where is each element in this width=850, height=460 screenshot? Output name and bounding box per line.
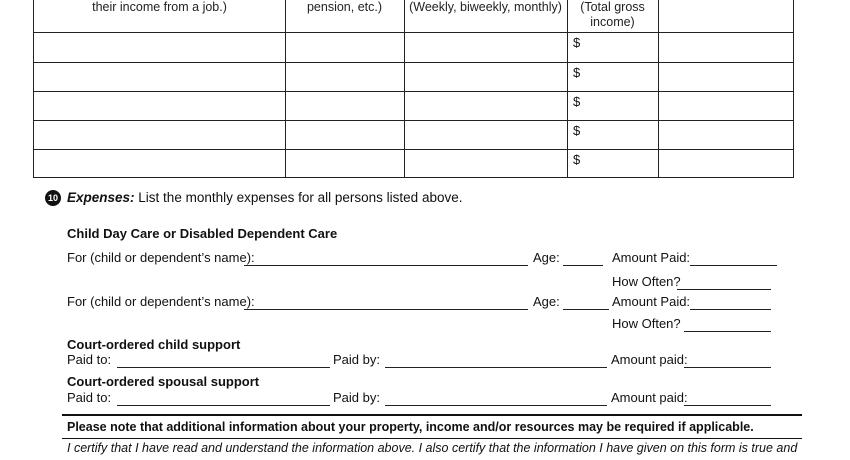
- currency-symbol: $: [573, 65, 581, 80]
- table-cell[interactable]: [405, 33, 567, 62]
- table-header-col4-line1: (Total gross: [580, 0, 645, 14]
- notice-bottom-rule: [62, 438, 802, 439]
- paid-by-field[interactable]: [385, 352, 607, 368]
- amount-paid-label: Amount Paid:: [612, 294, 691, 309]
- table-cell[interactable]: [659, 92, 794, 120]
- table-cell[interactable]: [405, 63, 567, 91]
- amount-paid-label: Amount paid:: [611, 390, 688, 405]
- table-cell[interactable]: [405, 92, 567, 120]
- table-cell[interactable]: [405, 121, 567, 149]
- table-header-col1: their income from a job.): [92, 0, 227, 14]
- dependent-name-field[interactable]: [244, 250, 528, 266]
- table-header-col2: pension, etc.): [306, 0, 383, 14]
- table-cell[interactable]: [286, 150, 404, 177]
- paid-to-field[interactable]: [117, 390, 330, 406]
- table-header-col4-line2: income): [590, 15, 635, 29]
- expenses-title: Expenses:: [67, 190, 135, 205]
- expenses-instruction: List the monthly expenses for all persons listed above.: [134, 190, 463, 205]
- amount-cell[interactable]: [584, 92, 658, 120]
- certify-text: I certify that I have read and understand the information above. I also certify that the information I have given on this form is true and: [67, 441, 798, 455]
- table-cell[interactable]: [34, 121, 285, 149]
- table-cell[interactable]: [34, 150, 285, 177]
- notice-top-rule: [62, 414, 802, 416]
- table-cell[interactable]: [34, 63, 285, 91]
- how-often-field[interactable]: [684, 316, 771, 332]
- currency-symbol: $: [573, 152, 581, 167]
- table-cell[interactable]: [659, 150, 794, 177]
- table-cell[interactable]: [286, 92, 404, 120]
- paid-to-label: Paid to:: [67, 352, 112, 367]
- table-cell[interactable]: [286, 63, 404, 91]
- age-field[interactable]: [563, 250, 603, 266]
- section-number-badge: 10: [45, 190, 61, 206]
- notice-text: Please note that additional information about your property, income and/or resources may be required if applicable.: [67, 420, 754, 434]
- table-cell[interactable]: [405, 150, 567, 177]
- how-often-field[interactable]: [677, 274, 771, 290]
- table-cell[interactable]: [34, 92, 285, 120]
- child-support-heading: Court-ordered child support: [67, 337, 241, 352]
- paid-to-label: Paid to:: [67, 390, 112, 405]
- dependent-name-label: For (child or dependent’s name):: [67, 294, 255, 309]
- amount-paid-field[interactable]: [684, 390, 771, 406]
- expenses-heading: [67, 190, 462, 205]
- currency-symbol: $: [573, 94, 581, 109]
- amount-paid-field[interactable]: [690, 250, 777, 266]
- table-cell[interactable]: [286, 33, 404, 62]
- paid-by-label: Paid by:: [333, 352, 380, 367]
- amount-cell[interactable]: [584, 33, 658, 62]
- income-table: [33, 0, 794, 178]
- currency-symbol: $: [573, 123, 581, 138]
- spousal-support-heading: Court-ordered spousal support: [67, 374, 260, 389]
- age-field[interactable]: [563, 294, 609, 310]
- table-header-col3: (Weekly, biweekly, monthly): [409, 0, 562, 14]
- amount-cell[interactable]: [584, 121, 658, 149]
- amount-cell[interactable]: [584, 63, 658, 91]
- amount-cell[interactable]: [584, 150, 658, 177]
- how-often-label: How Often?: [612, 316, 681, 331]
- paid-by-field[interactable]: [385, 390, 607, 406]
- table-cell[interactable]: [659, 63, 794, 91]
- table-cell[interactable]: [34, 33, 285, 62]
- amount-paid-label: Amount paid:: [611, 352, 688, 367]
- paid-to-field[interactable]: [117, 352, 330, 368]
- amount-paid-label: Amount Paid:: [612, 250, 691, 265]
- age-label: Age:: [533, 250, 560, 265]
- paid-by-label: Paid by:: [333, 390, 380, 405]
- age-label: Age:: [533, 294, 560, 309]
- table-cell[interactable]: [659, 33, 794, 62]
- child-care-heading: Child Day Care or Disabled Dependent Care: [67, 226, 338, 241]
- table-cell[interactable]: [286, 121, 404, 149]
- amount-paid-field[interactable]: [684, 352, 771, 368]
- currency-symbol: $: [573, 35, 581, 50]
- dependent-name-label: For (child or dependent’s name):: [67, 250, 255, 265]
- how-often-label: How Often?: [612, 274, 681, 289]
- dependent-name-field[interactable]: [244, 294, 528, 310]
- table-cell[interactable]: [659, 121, 794, 149]
- amount-paid-field[interactable]: [690, 294, 771, 310]
